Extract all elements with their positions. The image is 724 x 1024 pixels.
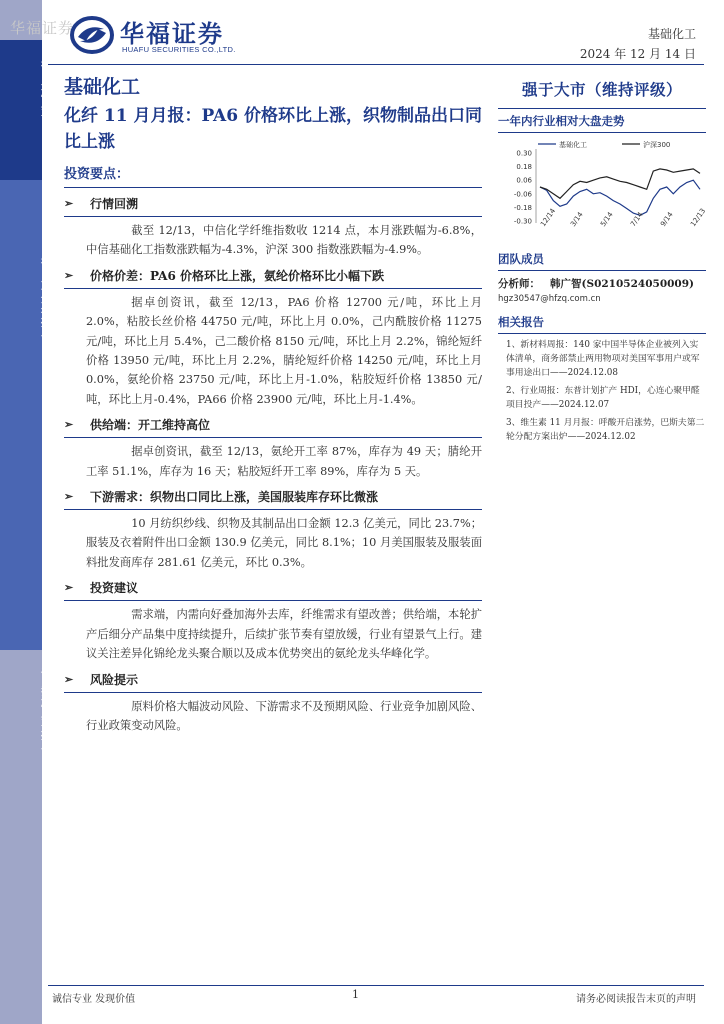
section-paragraph: 据卓创资讯，截至 12/13，PA6 价格 12700 元/吨，环比上月 2.0%，粘胶长丝价格 44750 元/吨，环比上月 0.0%，己内酰胺价格 11275 元/吨，环比上月 5.4%，己二酸价格 8150 元/吨，环比上月 2.2%，锦纶短纤价格 13950 元/吨，环比上月 2.2%，腈纶短纤价格 14250 元/吨，环比上月 0.0%，氨纶价格 23750 元/吨，环比上月-1.0%，粘胶短纤价格 13850 元/吨，环比上月-0.4%，PA66 价格 23900 元/吨，环比上月-1.4%。 xyxy=(86,295,482,406)
section-heading xyxy=(64,193,482,215)
footer-disclaimer: 请务必阅读报告末页的声明 xyxy=(576,994,696,1005)
section-heading-text: 行情回溯 xyxy=(90,197,139,211)
arrow-bullet-icon: ➢ xyxy=(64,672,74,686)
section-paragraph: 需求端，内需向好叠加海外去库，纤维需求有望改善；供给端，本轮扩产后细分产品集中度持续提升，后续扩张节奏有望放缓，行业有望景气上行。建议关注差异化锦纶龙头聚合顺以及成本优势突出的氨纶龙头华峰化学。 xyxy=(86,608,482,661)
section-heading xyxy=(64,669,482,691)
section-divider xyxy=(64,692,482,693)
chart-heading: 一年内行业相对大盘走势 xyxy=(498,114,625,128)
arrow-bullet-icon: ➢ xyxy=(64,197,74,210)
sidebar-segment-periodic xyxy=(0,180,42,650)
x-tick-label: 3/14 xyxy=(569,210,585,229)
x-tick-label: 5/14 xyxy=(599,210,615,229)
arrow-bullet-icon: ➢ xyxy=(64,581,74,595)
section-market-review xyxy=(64,193,482,260)
related-report-item[interactable]: 3、维生素 11 月月报：呼酸开启涨势，巴斯夫第二轮分配方案出炉——2024.12.02 xyxy=(506,418,705,442)
section-paragraph: 据卓创资讯，截至 12/13，氨纶开工率 87%，库存为 49 天；腈纶开工率 51.1%，库存为 16 天；粘胶短纤开工率 89%，库存为 5 天。 xyxy=(86,445,482,478)
analyst-name: 韩广智(S0210524050009) xyxy=(550,278,695,290)
watermark: 华福证券 xyxy=(10,19,75,37)
logo-english-text: HUAFU SECURITIES CO.,LTD. xyxy=(122,45,236,54)
arrow-bullet-icon: ➢ xyxy=(64,268,74,282)
team-heading-divider xyxy=(498,270,706,271)
analyst-line xyxy=(498,276,706,291)
section-heading xyxy=(64,577,482,599)
report-title: 化纤 11 月月报：PA6 价格环比上涨，织物制品出口同比上涨 xyxy=(64,106,482,152)
section-paragraph: 10 月纺织纱线、织物及其制品出口金额 12.3 亿美元，同比 23.7%；服装及衣着附件出口金额 130.9 亿美元，同比 8.1%；10 月美国服装及服装面料批发商库存 281.61 亿美元，环比 0.3%。 xyxy=(86,517,482,569)
section-risk-warning xyxy=(64,669,482,736)
series-line xyxy=(540,169,700,198)
relative-performance-chart xyxy=(498,137,706,247)
chart-heading-divider xyxy=(498,132,706,133)
key-points-divider xyxy=(64,187,482,188)
section-paragraph: 截至 12/13，中信化学纤维指数收 1214 点，本月涨跌幅为-6.8%，中信基础化工指数涨跌幅为-4.3%，沪深 300 指数涨跌幅为-4.9%。 xyxy=(86,224,482,257)
rating-divider xyxy=(498,108,706,109)
x-tick-label: 7/14 xyxy=(629,210,645,229)
arrow-bullet-icon: ➢ xyxy=(64,490,74,504)
chart-svg xyxy=(498,137,706,247)
right-column xyxy=(498,72,706,444)
section-heading-text: 价格价差：PA6 价格环比上涨，氨纶价格环比小幅下跌 xyxy=(90,268,384,283)
rating: 强于大市（维持评级） xyxy=(521,80,682,99)
x-tick-label: 9/14 xyxy=(659,210,675,229)
x-tick-label: 12/13 xyxy=(689,207,706,229)
y-tick-label: -0.18 xyxy=(513,203,532,212)
related-report-item[interactable]: 1、新材料周报：140 家中国半导体企业被列入实体清单，商务部禁止两用物项对美国军事用户或军事用途出口——2024.12.08 xyxy=(506,340,700,378)
header-category: 基础化工 xyxy=(647,27,696,41)
x-tick-label: 12/14 xyxy=(539,207,558,229)
team-heading: 团队成员 xyxy=(498,252,544,266)
logo-text: 华福证券 xyxy=(120,20,224,48)
sector-title: 基础化工 xyxy=(64,76,141,98)
sidebar-label-securities-report: 证券研究报告 xyxy=(38,668,53,758)
y-tick-label: 0.06 xyxy=(516,176,532,185)
section-investment-advice xyxy=(64,577,482,663)
section-supply xyxy=(64,414,482,481)
sidebar-label-periodic-report: 行业定期报告 xyxy=(38,255,53,345)
footer-slogan: 诚信专业 发现价值 xyxy=(52,994,136,1005)
legend-label: 沪深300 xyxy=(643,141,671,149)
section-heading xyxy=(64,486,482,508)
footer-divider xyxy=(48,985,704,986)
y-tick-label: -0.06 xyxy=(513,190,532,199)
page-number: 1 xyxy=(352,988,359,1001)
legend-label: 基础化工 xyxy=(559,141,587,149)
header-divider xyxy=(48,64,704,65)
section-divider xyxy=(64,288,482,289)
section-downstream-demand xyxy=(64,486,482,572)
sidebar-label-industry-research: 行业研究 xyxy=(38,58,53,118)
related-report-item[interactable]: 2、行业周报：东普计划扩产 HDI，心连心聚甲醛项目投产——2024.12.07 xyxy=(506,386,700,410)
section-heading xyxy=(64,414,482,436)
related-reports-heading: 相关报告 xyxy=(498,315,544,329)
arrow-bullet-icon: ➢ xyxy=(64,418,74,432)
key-points-heading: 投资要点： xyxy=(64,167,130,182)
series-line xyxy=(540,180,700,215)
company-logo xyxy=(70,12,260,58)
section-heading xyxy=(64,265,482,287)
main-content xyxy=(64,72,482,735)
analyst-email: hgz30547@hfzq.com.cn xyxy=(498,294,601,304)
section-divider xyxy=(64,600,482,601)
y-tick-label: -0.30 xyxy=(513,217,532,226)
y-tick-label: 0.30 xyxy=(516,149,532,158)
related-reports-divider xyxy=(498,333,706,334)
section-divider xyxy=(64,509,482,510)
header-date: 2024 年 12 月 14 日 xyxy=(579,47,696,61)
section-heading-text: 供给端：开工维持高位 xyxy=(90,418,211,433)
y-tick-label: 0.18 xyxy=(516,163,532,172)
section-divider xyxy=(64,216,482,217)
section-heading-text: 风险提示 xyxy=(90,672,139,687)
section-heading-text: 下游需求：织物出口同比上涨，美国服装库存环比微涨 xyxy=(90,490,379,505)
analyst-label: 分析师： xyxy=(498,278,540,290)
section-paragraph: 原料价格大幅波动风险、下游需求不及预期风险、行业竞争加剧风险、行业政策变动风险。 xyxy=(86,699,482,732)
section-divider xyxy=(64,437,482,438)
section-heading-text: 投资建议 xyxy=(90,581,139,596)
logo-emblem-icon xyxy=(70,15,114,55)
section-price-spread xyxy=(64,265,482,409)
